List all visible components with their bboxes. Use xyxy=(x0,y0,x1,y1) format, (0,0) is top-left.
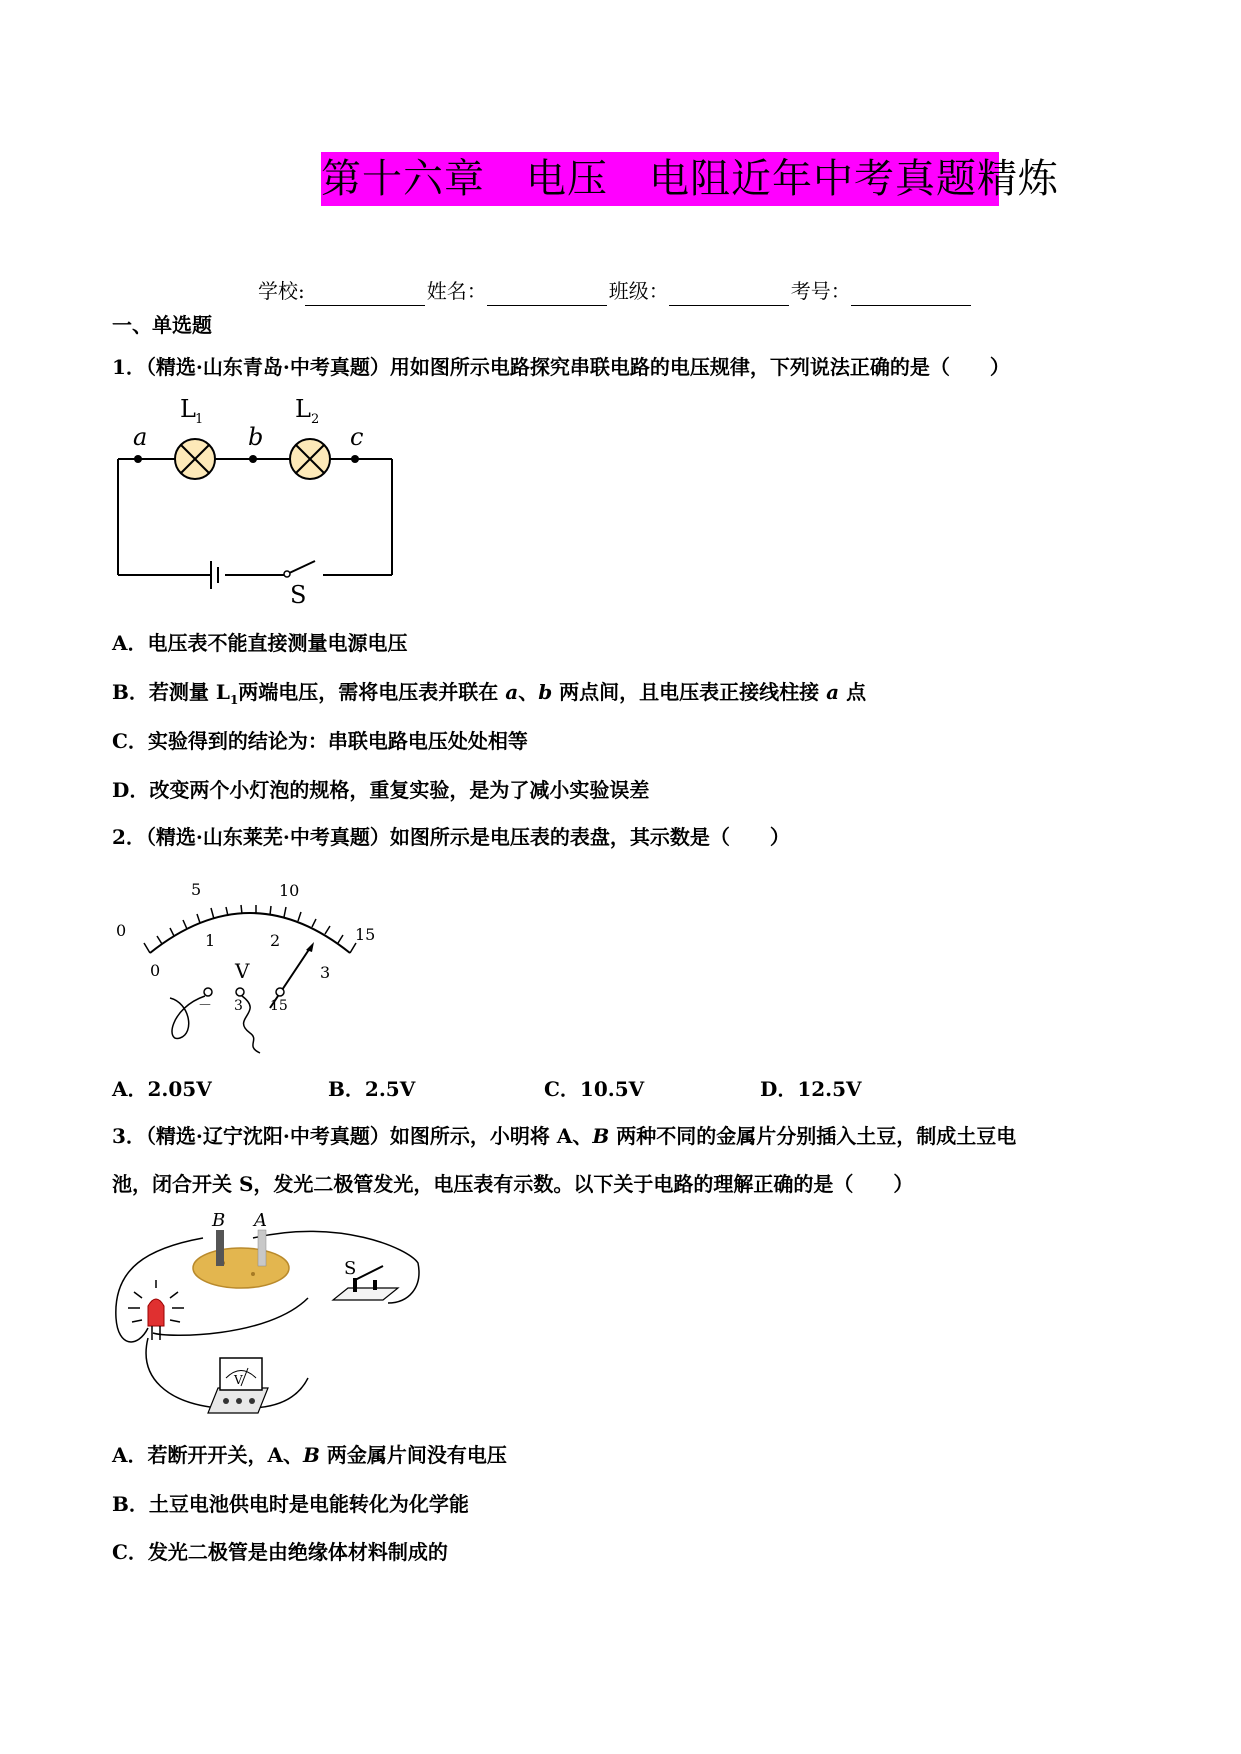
fig-label-s: S xyxy=(344,1258,357,1279)
q1-option-b: B．若测量 $L_1$两端电压，需将电压表并联在 a、b 两点间，且电压表正接线柱接 a 点 xyxy=(112,680,867,707)
dial-bot-1: 1 xyxy=(205,931,216,950)
potato-icon xyxy=(193,1248,289,1288)
exam-no-blank xyxy=(851,283,971,306)
label-c: c xyxy=(350,423,364,451)
dial-bot-2: 2 xyxy=(270,931,281,950)
q3-potato-circuit-diagram xyxy=(108,1208,428,1423)
page-title: 第十六章 电压 电阻近年中考真题精炼 xyxy=(321,152,999,206)
name-label: 姓名： xyxy=(426,279,487,303)
dial-unit: V xyxy=(235,959,250,983)
dial-top-15: 15 xyxy=(355,925,376,944)
led-icon xyxy=(128,1280,184,1340)
school-blank xyxy=(305,283,425,306)
dial-top-5: 5 xyxy=(191,880,202,899)
label-a: a xyxy=(133,423,148,451)
dial-top-0: 0 xyxy=(116,921,127,940)
terminal-15: 15 xyxy=(270,998,288,1014)
class-label: 班级： xyxy=(608,279,669,303)
q1-circuit-diagram xyxy=(105,393,410,608)
q1-option-d: D．改变两个小灯泡的规格，重复实验，是为了减小实验误差 xyxy=(112,778,650,802)
q3-stem-line2: 池，闭合开关 S，发光二极管发光，电压表有示数。以下关于电路的理解正确的是（ ） xyxy=(112,1172,914,1196)
q2-option-d: D．12.5V xyxy=(760,1077,862,1101)
q1-option-a: A．电压表不能直接测量电源电压 xyxy=(112,631,408,655)
q1-option-c: C．实验得到的结论为：串联电路电压处处相等 xyxy=(112,729,528,753)
label-l2: L xyxy=(295,395,311,423)
fig-label-b: B xyxy=(212,1210,226,1231)
name-blank xyxy=(487,283,607,306)
label-b: b xyxy=(248,423,264,451)
q3-option-b: B．土豆电池供电时是电能转化为化学能 xyxy=(112,1492,469,1516)
exam-no-label: 考号： xyxy=(790,279,851,303)
lamp-l1-icon xyxy=(175,439,215,479)
terminal-minus: － xyxy=(198,998,212,1014)
label-l2-sub: 2 xyxy=(311,412,320,427)
q2-stem: 2．（精选·山东莱芜·中考真题）如图所示是电压表的表盘，其示数是（ ） xyxy=(112,825,790,849)
dial-top-10: 10 xyxy=(279,881,300,900)
terminal-3: 3 xyxy=(234,998,243,1014)
label-s: S xyxy=(290,581,307,608)
label-l1: L xyxy=(180,395,196,423)
school-label: 学校: xyxy=(258,279,305,303)
q3-option-a: A．若断开开关，A、B 两金属片间没有电压 xyxy=(112,1443,507,1467)
label-l1-sub: 1 xyxy=(195,412,204,427)
q3-option-c: C．发光二极管是由绝缘体材料制成的 xyxy=(112,1540,448,1564)
q2-voltmeter-dial xyxy=(110,868,390,1058)
dial-bot-3: 3 xyxy=(320,963,331,982)
switch-icon xyxy=(333,1266,398,1300)
fig-label-v: V xyxy=(234,1373,243,1387)
fig-label-a: A xyxy=(254,1210,267,1231)
q2-option-a: A．2.05V xyxy=(112,1077,212,1101)
q3-stem-line1: 3．（精选·辽宁沈阳·中考真题）如图所示，小明将 A、B 两种不同的金属片分别插入土豆，制成土豆电 xyxy=(112,1124,1017,1148)
student-info xyxy=(258,276,973,306)
q2-option-b: B．2.5V xyxy=(328,1077,416,1101)
class-blank xyxy=(669,283,789,306)
section-heading: 一、单选题 xyxy=(112,313,212,337)
q1-stem: 1．（精选·山东青岛·中考真题）用如图所示电路探究串联电路的电压规律，下列说法正确的是（ ） xyxy=(112,355,1010,379)
dial-bot-0: 0 xyxy=(150,961,161,980)
lamp-l2-icon xyxy=(290,439,330,479)
q2-option-c: C．10.5V xyxy=(544,1077,645,1101)
